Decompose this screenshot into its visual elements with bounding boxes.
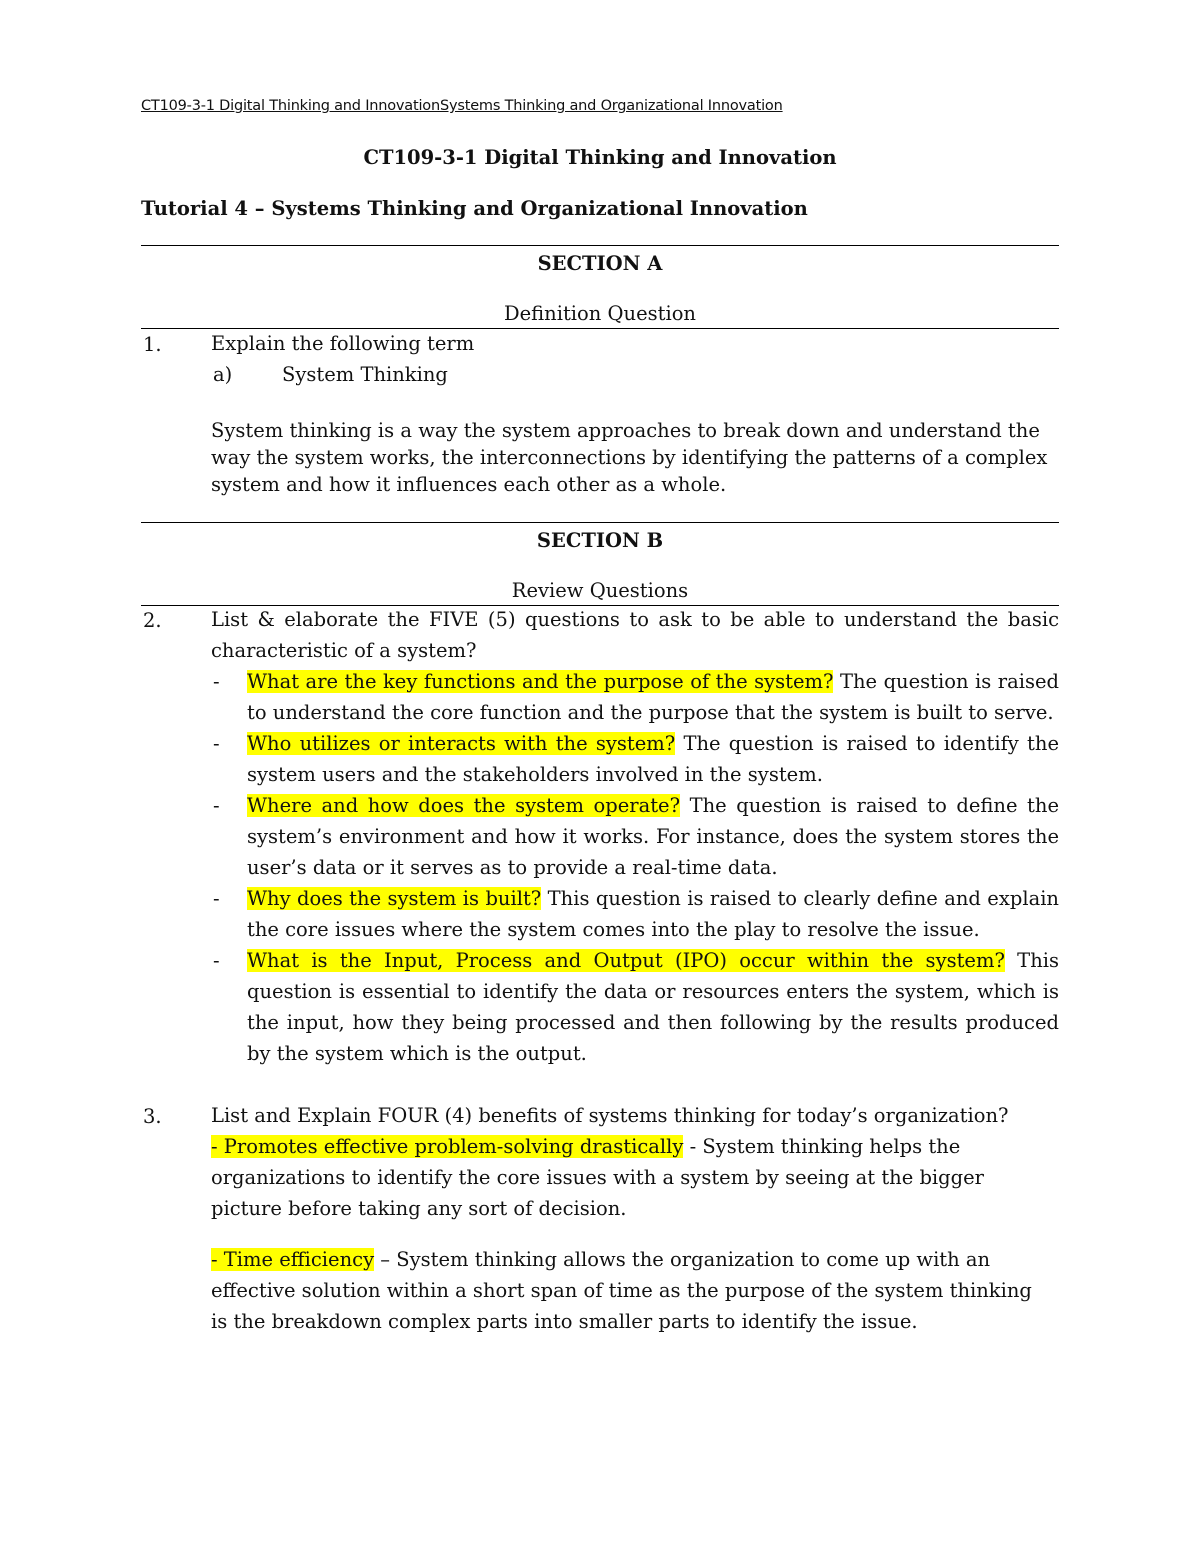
item-explanation: The question is raised to understand the core function and the purpose that the system is built to serve. <box>247 670 1059 724</box>
question-2-block <box>211 604 1059 1069</box>
highlighted-question: What is the Input, Process and Output (IPO) occur within the system? <box>247 949 1005 972</box>
list-item <box>211 790 1059 883</box>
section-b-subtitle: Review Questions <box>511 579 689 602</box>
highlighted-benefit: - Promotes effective problem-solving drastically <box>211 1135 684 1158</box>
bullet-dash: - <box>213 887 220 910</box>
page-header: CT109-3-1 Digital Thinking and InnovationSystems Thinking and Organizational Innovation <box>141 98 783 114</box>
question-3-text: List and Explain FOUR (4) benefits of systems thinking for today’s organization? <box>211 1104 1009 1127</box>
highlighted-question: Why does the system is built? <box>247 887 542 910</box>
benefit-explanation: – System thinking allows the organization to come up with an effective solution within a short span of time as the purpose of the system thinking is the breakdown complex parts into smaller parts to identify the issue. <box>211 1248 1032 1333</box>
section-b-title: SECTION B <box>536 529 664 552</box>
item-explanation: This question is essential to identify the data or resources enters the system, which is the input, how they being processed and then following by the results produced by the system which is the output. <box>247 949 1059 1065</box>
bullet-dash: - <box>213 732 220 755</box>
highlighted-benefit: - Time efficiency <box>211 1248 375 1271</box>
list-item <box>211 666 1059 728</box>
bullet-dash: - <box>213 794 220 817</box>
question-1-sub-label: a) <box>213 363 233 386</box>
question-2-number: 2. <box>143 609 162 632</box>
list-item <box>211 945 1059 1069</box>
section-a-title: SECTION A <box>537 252 663 275</box>
question-1-answer: System thinking is a way the system approaches to break down and understand the way the system works, the interconnections by identifying the patterns of a complex system and how it influences each other as a whole. <box>211 419 1048 496</box>
benefit-item <box>211 1131 1041 1224</box>
question-1-sub-term: System Thinking <box>282 363 448 386</box>
highlighted-question: Where and how does the system operate? <box>247 794 681 817</box>
list-item <box>211 728 1059 790</box>
section-a-top-rule <box>141 245 1059 246</box>
question-1-number: 1. <box>143 333 162 356</box>
tutorial-heading: Tutorial 4 – Systems Thinking and Organizational Innovation <box>141 197 808 220</box>
question-2-text: List & elaborate the FIVE (5) questions to ask to be able to understand the basic characteristic of a system? <box>211 608 1059 662</box>
bullet-dash: - <box>213 949 220 972</box>
document-title: CT109-3-1 Digital Thinking and Innovation <box>363 146 837 169</box>
bullet-dash: - <box>213 670 220 693</box>
section-a-subtitle: Definition Question <box>503 302 696 325</box>
item-explanation: This question is raised to clearly define and explain the core issues where the system comes into the play to resolve the issue. <box>247 887 1059 941</box>
question-1-text: Explain the following term <box>211 332 475 355</box>
item-explanation: The question is raised to define the system’s environment and how it works. For instance, does the system stores the user’s data or it serves as to provide a real-time data. <box>247 794 1059 879</box>
item-explanation: The question is raised to identify the system users and the stakeholders involved in the system. <box>247 732 1059 786</box>
highlighted-question: What are the key functions and the purpose of the system? <box>247 670 834 693</box>
section-b-top-rule <box>141 522 1059 523</box>
benefit-explanation: - System thinking helps the organizations to identify the core issues with a system by seeing at the bigger picture before taking any sort of decision. <box>211 1135 984 1220</box>
question-3-number: 3. <box>143 1105 162 1128</box>
benefit-item <box>211 1244 1041 1337</box>
list-item <box>211 883 1059 945</box>
highlighted-question: Who utilizes or interacts with the system? <box>247 732 676 755</box>
